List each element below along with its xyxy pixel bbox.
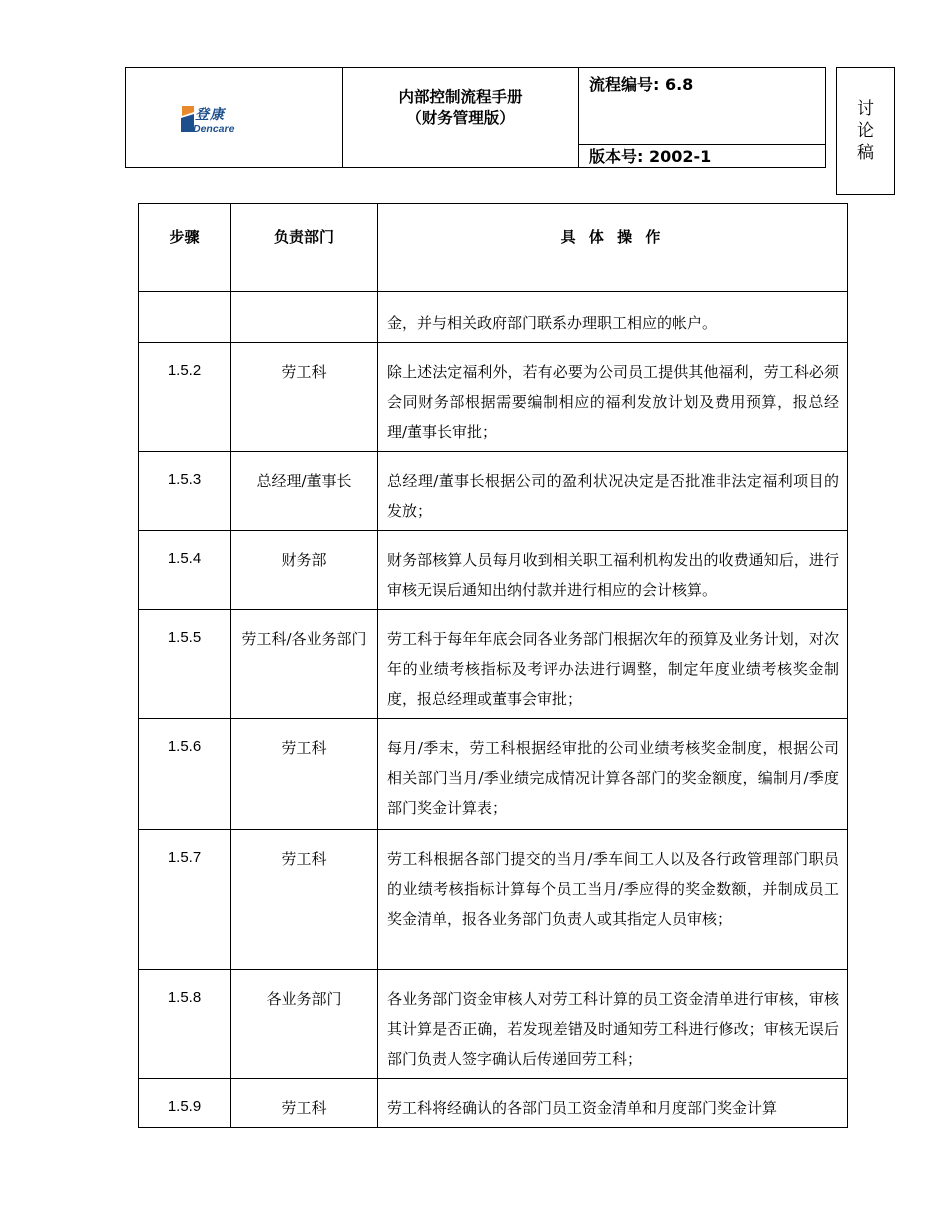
dept-cell: 劳工科/各业务部门 <box>231 610 378 719</box>
dept-cell: 劳工科 <box>231 1079 378 1128</box>
logo-text-cn: 登康 <box>195 107 225 123</box>
table-row <box>139 830 848 970</box>
dept-cell: 总经理/董事长 <box>231 452 378 531</box>
desc-cell: 金，并与相关政府部门联系办理职工相应的帐户。 <box>378 292 848 343</box>
desc-cell: 财务部核算人员每月收到相关职工福利机构发出的收费通知后，进行审核无误后通知出纳付款并进行相应的会计核算。 <box>378 531 848 610</box>
title-line-2: （财务管理版） <box>406 109 515 127</box>
dept-cell: 各业务部门 <box>231 970 378 1079</box>
step-cell: 1.5.7 <box>139 830 231 970</box>
version-number: 版本号: 2002-1 <box>578 144 826 168</box>
step-cell: 1.5.3 <box>139 452 231 531</box>
step-cell: 1.5.8 <box>139 970 231 1079</box>
col-header-dept: 负责部门 <box>231 204 378 292</box>
col-header-step: 步骤 <box>139 204 231 292</box>
desc-cell: 总经理/董事长根据公司的盈利状况决定是否批准非法定福利项目的发放； <box>378 452 848 531</box>
dept-cell: 劳工科 <box>231 830 378 970</box>
dept-cell: 劳工科 <box>231 343 378 452</box>
desc-cell: 劳工科于每年年底会同各业务部门根据次年的预算及业务计划，对次年的业绩考核指标及考评办法进行调整，制定年度业绩考核奖金制度，报总经理或董事会审批； <box>378 610 848 719</box>
procedure-table <box>138 203 848 1128</box>
process-code: 流程编号: 6.8 <box>578 67 826 145</box>
logo-text-en: Dencare <box>193 123 235 135</box>
desc-cell: 每月/季末，劳工科根据经审批的公司业绩考核奖金制度，根据公司相关部门当月/季业绩完成情况计算各部门的奖金额度，编制月/季度部门奖金计算表； <box>378 719 848 830</box>
draft-char: 稿 <box>857 143 874 163</box>
manual-title <box>342 67 579 168</box>
col-header-operation: 具 体 操 作 <box>378 204 848 292</box>
draft-stamp <box>836 67 895 195</box>
table-row <box>139 970 848 1079</box>
table-row <box>139 343 848 452</box>
desc-cell: 除上述法定福利外，若有必要为公司员工提供其他福利，劳工科必须会同财务部根据需要编制相应的福利发放计划及费用预算，报总经理/董事长审批； <box>378 343 848 452</box>
draft-char: 讨 <box>857 99 874 119</box>
step-cell: 1.5.4 <box>139 531 231 610</box>
title-line-1: 内部控制流程手册 <box>398 88 523 106</box>
step-cell: 1.5.9 <box>139 1079 231 1128</box>
table-row <box>139 610 848 719</box>
table-header-row <box>139 204 848 292</box>
step-cell <box>139 292 231 343</box>
step-cell: 1.5.2 <box>139 343 231 452</box>
table-row <box>139 292 848 343</box>
table-row <box>139 452 848 531</box>
logo-cell <box>125 67 343 168</box>
step-cell: 1.5.5 <box>139 610 231 719</box>
dept-cell <box>231 292 378 343</box>
table-row <box>139 719 848 830</box>
desc-cell: 各业务部门资金审核人对劳工科计算的员工资金清单进行审核，审核其计算是否正确，若发现差错及时通知劳工科进行修改；审核无误后部门负责人签字确认后传递回劳工科； <box>378 970 848 1079</box>
desc-cell: 劳工科将经确认的各部门员工资金清单和月度部门奖金计算 <box>378 1079 848 1128</box>
step-cell: 1.5.6 <box>139 719 231 830</box>
table-row <box>139 1079 848 1128</box>
draft-char: 论 <box>857 121 874 141</box>
desc-cell: 劳工科根据各部门提交的当月/季车间工人以及各行政管理部门职员的业绩考核指标计算每个员工当月/季应得的奖金数额，并制成员工奖金清单，报各业务部门负责人或其指定人员审核； <box>378 830 848 970</box>
table-row <box>139 531 848 610</box>
dept-cell: 劳工科 <box>231 719 378 830</box>
dept-cell: 财务部 <box>231 531 378 610</box>
